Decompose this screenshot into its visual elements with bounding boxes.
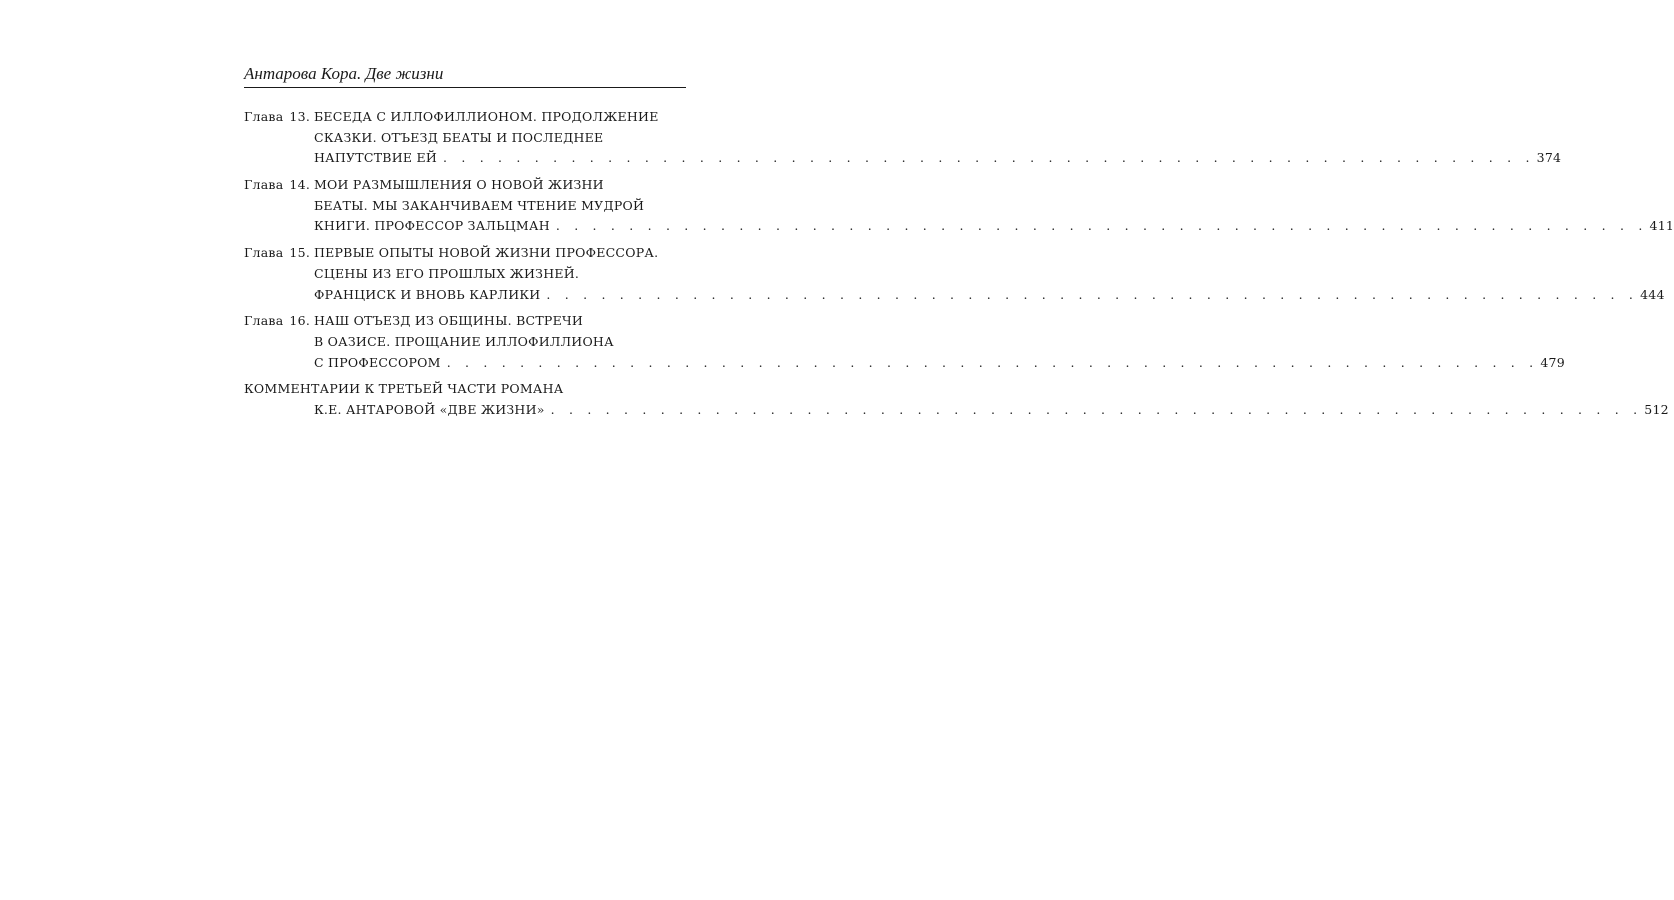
running-head-rule <box>244 87 686 88</box>
chapter-title-line: БЕСЕДА С ИЛЛОФИЛЛИОНОМ. ПРОДОЛЖЕНИЕ <box>314 109 659 124</box>
chapter-number: 16. <box>289 313 311 329</box>
dot-leader: . . . . . . . . . . . . . . . . . . . . . . . . . . . . . . . . . . . . . . . . . . . . . . . . . . . . . . . . . . . . <box>550 401 1643 417</box>
toc-entry-chapter-13[interactable] <box>244 107 1562 169</box>
table-of-contents <box>244 107 1674 427</box>
chapter-title-line: КНИГИ. ПРОФЕССОР ЗАЛЬЦМАН <box>314 218 550 234</box>
dot-leader: . . . . . . . . . . . . . . . . . . . . . . . . . . . . . . . . . . . . . . . . . . . . . . . . . . . . . . . . . . . . <box>443 150 1535 166</box>
chapter-title-line: С ПРОФЕССОРОМ <box>314 354 441 370</box>
chapter-title-line: ПЕРВЫЕ ОПЫТЫ НОВОЙ ЖИЗНИ ПРОФЕССОРА. <box>314 245 659 261</box>
chapter-title-line: ФРАНЦИСК И ВНОВЬ КАРЛИКИ <box>314 286 541 302</box>
chapter-word: Глава <box>244 177 284 193</box>
commentary-title-line: К.Е. АНТАРОВОЙ «ДВЕ ЖИЗНИ» <box>314 401 545 417</box>
chapter-title-last-line <box>244 353 1565 374</box>
commentary-title-line: КОММЕНТАРИИ К ТРЕТЬЕЙ ЧАСТИ РОМАНА <box>244 381 564 397</box>
dot-leader: . . . . . . . . . . . . . . . . . . . . . . . . . . . . . . . . . . . . . . . . . . . . . . . . . . . . . . . . . . . . <box>446 354 1539 370</box>
chapter-title-line: НАПУТСТВИЕ ЕЙ <box>314 150 438 166</box>
chapter-title-line: В ОАЗИСЕ. ПРОЩАНИЕ ИЛЛОФИЛЛИОНА <box>314 333 614 349</box>
page-number: 512 <box>1644 401 1669 417</box>
chapter-title-line: НАШ ОТЪЕЗД ИЗ ОБЩИНЫ. ВСТРЕЧИ <box>314 313 584 329</box>
dot-leader: . . . . . . . . . . . . . . . . . . . . . . . . . . . . . . . . . . . . . . . . . . . . . . . . . . . . . . . . . . . . <box>546 286 1639 302</box>
chapter-word: Глава <box>244 109 284 124</box>
chapter-number: 14. <box>289 177 311 193</box>
dot-leader: . . . . . . . . . . . . . . . . . . . . . . . . . . . . . . . . . . . . . . . . . . . . . . . . . . . . . . . . . . . . <box>555 218 1648 234</box>
page-number: 411 <box>1649 218 1674 234</box>
chapter-title-line: СЦЕНЫ ИЗ ЕГО ПРОШЛЫХ ЖИЗНЕЙ. <box>314 265 580 281</box>
chapter-title-last-line <box>244 148 1562 169</box>
chapter-number: 15. <box>289 245 311 261</box>
chapter-title-line: СКАЗКИ. ОТЪЕЗД БЕАТЫ И ПОСЛЕДНЕЕ <box>314 129 604 145</box>
page-number: 374 <box>1536 150 1562 166</box>
chapter-word: Глава <box>244 245 284 261</box>
chapter-title-last-line <box>244 285 1665 306</box>
chapter-title-line: БЕАТЫ. МЫ ЗАКАНЧИВАЕМ ЧТЕНИЕ МУДРОЙ <box>314 197 645 213</box>
chapter-title-last-line <box>244 216 1674 237</box>
toc-entry-chapter-14[interactable] <box>244 175 1674 237</box>
page-number: 479 <box>1540 354 1565 370</box>
chapter-word: Глава <box>244 313 284 329</box>
commentary-title-last-line <box>244 400 1669 421</box>
toc-entry-chapter-16[interactable] <box>244 311 1565 373</box>
running-head-title: Антарова Кора. Две жизни <box>244 64 444 83</box>
page-number: 444 <box>1640 286 1665 302</box>
running-head <box>244 60 686 90</box>
toc-entry-commentary[interactable] <box>244 379 1669 420</box>
chapter-number: 13. <box>289 109 311 124</box>
toc-entry-chapter-15[interactable] <box>244 243 1665 305</box>
chapter-title-line: МОИ РАЗМЫШЛЕНИЯ О НОВОЙ ЖИЗНИ <box>314 177 604 193</box>
